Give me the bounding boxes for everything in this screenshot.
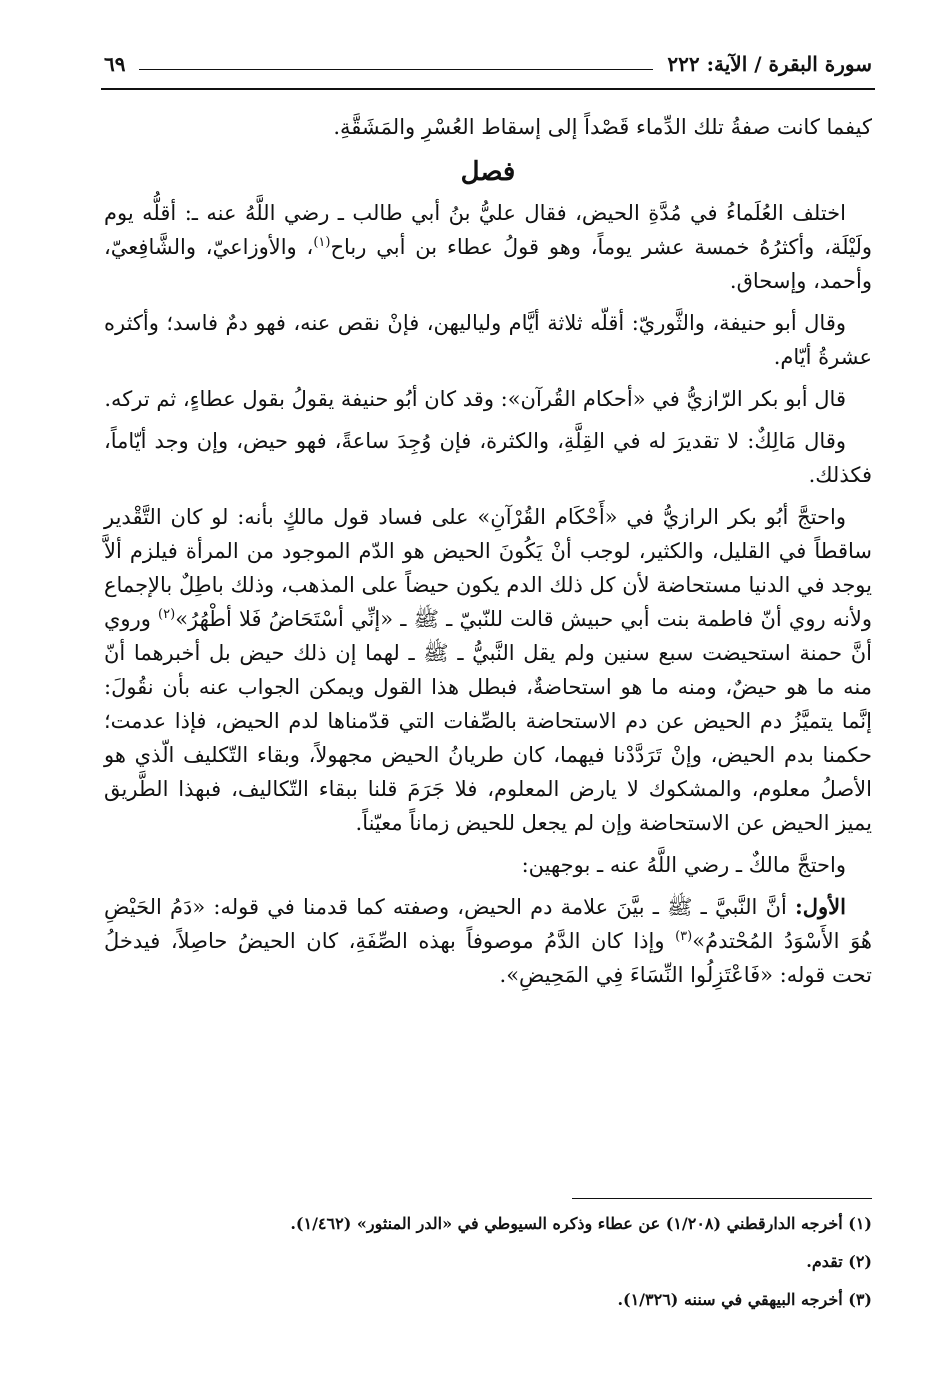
main-text	[104, 110, 872, 1000]
paragraph-1-text: اختلف العُلَماءُ في مُدَّةِ الحيض، فقال عليُّ بنُ أبي طالب ـ رضي اللَّهُ عنه ـ: أقلُّه يوم ولَيْلَة، وأكثرُهُ خمسة عشر يوماً، وهو قولُ عطاء بن أبي رباح	[104, 201, 873, 259]
paragraph-0: كيفما كانت صفةُ تلك الدِّماء قَصْداً إلى إسقاط العُسْرِ والمَشَقَّةِ.	[333, 115, 872, 139]
footnotes	[104, 1214, 872, 1328]
paragraph-5-text-a: واحتجَّ أبُو بكر الرازيُّ في «أَحْكَام القُرْآنِ» على فساد قول مالكٍ بأنه: لو كان التَّقْدير ساقطاً في القليل، والكثير، لوجب أنْ يَكُونَ الحيض هو الدّم الموجود من المرأة فيلزم ألاَّ يوجد في الدنيا مستحاضة لأن كل ذلك الدم يكون حيضاً على المذهب، وذلك باطِلٌ بالإجماع ولأنه روي أنّ فاطمة بنت أبي حبيش قالت للنّبيّ ـ ﷺ ـ «إنِّي أسْتَحَاضُ فَلا أطْهُرُ»	[104, 505, 872, 631]
footnote-ref-3: (٣)	[675, 929, 693, 944]
header-rule	[101, 88, 875, 90]
header-line	[139, 69, 653, 70]
footnote-3: (٣) أخرجه البيهقي في سننه (١/٣٢٦).	[617, 1290, 872, 1309]
paragraph-3: قال أبو بكر الرّازيُّ في «أحكام القُرآن»: وقد كان أبُو حنيفة يقولُ بقول عطاءٍ، ثم تركه.	[104, 387, 846, 411]
paragraph-5-text-b: وروي أنَّ حمنة استحيضت سبع سنين ولم يقل النَّبيُّ ـ ﷺ ـ لهما إن ذلك حيض بل أخبرهما أنّ منه ما هو حيضٌ، ومنه ما هو استحاضةٌ، فبطل هذا القول ويمكن الجواب عنه بأن نقُولَ: إنَّما يتميَّزُ دم الحيض عن دم الاستحاضة بالصِّفات التي قدّمناها لدم الحيض، فإذا عدمت؛ حكمنا بدم الحيض، وإنْ تَرَدَّدْنا فيهما، كان طريانُ الحيض مجهولاً، وبقاء التّكليف الّذي هو الأصلُ معلوم، والمشكوك لا يارض المعلوم، فلا جَرَمَ قلنا ببقاء التّكاليف، فبهذا الطَّريق يميز الحيض عن الاستحاضة وإن لم يجعل للحيض زماناً معيّناً.	[104, 607, 872, 835]
footnote-1: (١) أخرجه الدارقطني (١/٢٠٨) عن عطاء وذكره السيوطي في «الدر المنثور» (١/٤٦٢).	[290, 1214, 872, 1233]
paragraph-6: واحتجَّ مالكٌ ـ رضي اللَّهُ عنه ـ بوجهين:	[521, 853, 846, 877]
running-header	[104, 44, 872, 84]
paragraph-5	[104, 500, 872, 840]
paragraph-7	[104, 890, 872, 992]
footnote-2: (٢) تقدم.	[806, 1252, 872, 1271]
footnote-ref-1: (١)	[313, 235, 331, 250]
footnote-rule	[572, 1198, 872, 1199]
paragraph-1-end: ، والأوزاعيّ، والشَّافِعيّ، وأحمد، وإسحاق.	[104, 235, 872, 293]
paragraph-7-lead: الأول:	[795, 894, 846, 919]
paragraph-7-text-b: وإذا كان الدَّمُ موصوفاً بهذه الصِّفَةِ، كان الحيضُ حاصِلاً، فيدخلُ تحت قوله: «فَاعْتَزِلُوا النِّسَاءَ فِي المَحِيضِ».	[104, 929, 872, 987]
header-title: سورة البقرة / الآية: ٢٢٢	[667, 52, 872, 76]
paragraph-4: وقال مَالِكٌ: لا تقديرَ له في القِلَّةِ، والكثرة، فإن وُجِدَ ساعةً، فهو حيض، وإن وجد أيّاماً، فكذلك.	[104, 429, 872, 487]
page-number: ٦٩	[104, 52, 126, 76]
paragraph-2: وقال أبو حنيفة، والثَّوريّ: أقلّه ثلاثة أيَّام ولياليهن، فإنْ نقص عنه، فهو دمٌ فاسد؛ وأكثره عشرةُ أيّام.	[104, 311, 872, 369]
section-heading: فصل	[460, 157, 516, 187]
footnote-ref-2: (٢)	[158, 607, 176, 622]
paragraph-1	[104, 196, 872, 298]
paragraph-7-text-a: أنَّ النَّبيَّ ـ ﷺ ـ بيَّنَ علامة دم الحيض، وصفته كما قدمنا في قوله: «دَمُ الحَيْضِ هُوَ الأَسْوَدُ المُحْتدمُ»	[104, 895, 872, 953]
